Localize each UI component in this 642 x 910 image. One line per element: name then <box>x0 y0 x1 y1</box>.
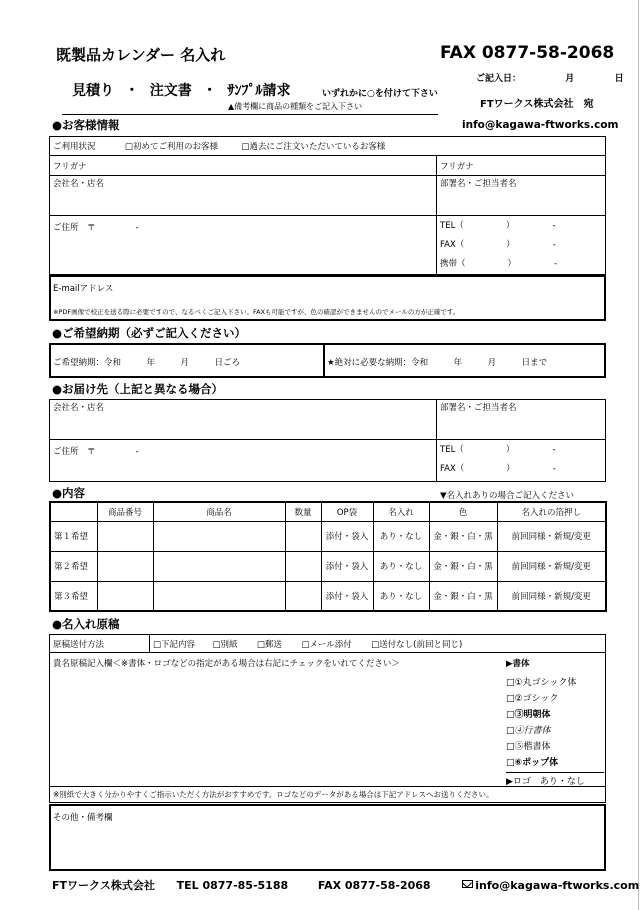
entry-label: 貴名原稿記入欄＜※書体・ロゴなどの指定がある場合は右記にチェックをいれてください＞ <box>53 659 400 669</box>
address-label: ご住所 〒 <box>53 447 96 457</box>
table-row <box>50 581 606 611</box>
ship-company-field[interactable] <box>50 400 437 440</box>
paren: ） <box>506 240 515 250</box>
ship-tel-field[interactable] <box>440 443 602 462</box>
dash: - <box>552 445 556 455</box>
usage-label: ご利用状況 <box>53 142 96 152</box>
manuscript-entry-area[interactable] <box>50 653 606 787</box>
footer-fax: FAX 0877-58-2068 <box>317 879 431 892</box>
col-foil: 名入れの箔押し <box>497 502 606 521</box>
font-kaisho-checkbox[interactable]: □⑤楷書体 <box>506 742 551 752</box>
tel-field[interactable] <box>440 219 602 238</box>
col-quantity: 数量 <box>285 502 321 521</box>
row-label: 第２希望 <box>50 551 97 581</box>
foil-option[interactable]: 前回同様・新規/変更 <box>497 581 606 611</box>
email-field[interactable] <box>49 274 606 321</box>
product-number-cell[interactable] <box>97 521 153 551</box>
customer-table <box>49 136 606 277</box>
font-gothic-checkbox[interactable]: □②ゴシック <box>506 694 559 704</box>
footer-email[interactable]: info@kagawa-ftworks.com <box>475 879 640 892</box>
delivery-box <box>49 343 606 378</box>
col-product-name: 商品名 <box>153 502 285 521</box>
fax-label: FAX（ <box>440 464 465 474</box>
quantity-cell[interactable] <box>285 521 321 551</box>
fax-label: FAX（ <box>440 240 465 250</box>
separator: ・ <box>202 83 217 99</box>
col-name-print: 名入れ <box>373 502 429 521</box>
mail-icon <box>462 880 473 888</box>
row-label: 第１希望 <box>50 521 97 551</box>
method-none-checkbox[interactable]: □送付なし(前回と同じ) <box>371 639 463 650</box>
manuscript-heading: ●名入れ原稿 <box>52 617 120 631</box>
remarks-label: その他・備考欄 <box>53 813 113 823</box>
table-row <box>50 521 606 551</box>
usage-first-time-checkbox[interactable]: □初めてご利用のお客様 <box>124 142 218 152</box>
name-option[interactable]: あり・なし <box>373 521 429 551</box>
foil-option[interactable]: 前回同様・新規/変更 <box>497 551 606 581</box>
contents-table <box>49 501 607 612</box>
row-label: 第３希望 <box>50 581 97 611</box>
address-label: ご住所 〒 <box>53 223 96 233</box>
desired-delivery-field[interactable]: ご希望納期：令和 年 月 日ごろ <box>53 358 241 368</box>
manuscript-table <box>49 634 606 803</box>
dept-field[interactable] <box>437 176 606 216</box>
company-field[interactable] <box>50 176 437 216</box>
tel-label: TEL（ <box>440 445 464 455</box>
quantity-cell[interactable] <box>285 551 321 581</box>
col-color: 色 <box>429 502 497 521</box>
company-label: 会社名・店名 <box>53 179 105 189</box>
ship-fax-field[interactable] <box>440 462 602 478</box>
method-email-checkbox[interactable]: □メール添付 <box>301 639 352 650</box>
separator: ・ <box>124 83 139 99</box>
contents-note: ▼名入れありの場合ご記入ください <box>440 491 575 501</box>
bag-option[interactable]: 添付・袋入 <box>321 581 373 611</box>
bag-option[interactable]: 添付・袋入 <box>321 521 373 551</box>
header-email: info@kagawa-ftworks.com <box>462 119 619 131</box>
color-option[interactable]: 金・銀・白・黒 <box>429 521 497 551</box>
footer-tel: TEL 0877-85-5188 <box>176 879 289 892</box>
delivery-divider <box>323 345 325 376</box>
foil-option[interactable]: 前回同様・新規/変更 <box>497 521 606 551</box>
dept-label: 部署名・ご担当者名 <box>440 179 517 189</box>
fax-field[interactable] <box>440 238 602 257</box>
dept-label: 部署名・ご担当者名 <box>440 403 517 413</box>
furigana-label: フリガナ <box>53 161 87 172</box>
dept-furigana-field[interactable] <box>437 156 606 176</box>
col-op-bag: OP袋 <box>321 502 373 521</box>
page-edge <box>638 0 639 910</box>
bag-option[interactable]: 添付・袋入 <box>321 551 373 581</box>
usage-returning-checkbox[interactable]: □過去にご注文いただいているお客様 <box>241 142 386 152</box>
choose-note: いずれかに○を付けて下さい <box>322 89 438 99</box>
required-delivery-field[interactable]: ★絶対に必要な納期：令和 年 月 日まで <box>327 358 548 368</box>
dash: - <box>135 223 139 233</box>
phone-block <box>437 216 606 277</box>
doc-type-estimate[interactable]: 見積り <box>72 83 114 99</box>
company-label: 会社名・店名 <box>53 403 105 413</box>
dash: - <box>135 447 139 457</box>
doc-type-order[interactable]: 注文書 <box>149 83 192 99</box>
manuscript-note: ※別紙で大きく分かりやすくご指示いただく方法がおすすめです。ロゴなどのデータがある場合は下記アドレスへお送りください。 <box>50 787 606 803</box>
form-title: 既製品カレンダー 名入れ <box>56 46 226 64</box>
method-options <box>150 635 606 653</box>
tel-label: TEL（ <box>440 221 464 231</box>
dash: - <box>552 221 556 231</box>
footer-company: FTワークス株式会社 <box>52 879 155 892</box>
header-blank <box>50 502 97 521</box>
email-note: ※PDF画像で校正を送る際に必要ですので、なるべくご記入下さい。FAXも可能ですが、色の確認ができませんのでメールの方が正確です。 <box>53 308 460 316</box>
table-row <box>50 551 606 581</box>
shipping-table <box>49 399 606 482</box>
method-below-checkbox[interactable]: □下記内容 <box>153 639 196 650</box>
product-number-cell[interactable] <box>97 551 153 581</box>
ship-dept-field[interactable] <box>437 400 606 440</box>
name-option[interactable]: あり・なし <box>373 551 429 581</box>
font-gyosho-checkbox[interactable]: □④行書体 <box>506 726 551 736</box>
entry-date <box>476 71 624 84</box>
logo-option[interactable]: ▶ロゴ あり・なし <box>506 777 585 787</box>
col-product-number: 商品番号 <box>97 502 153 521</box>
remark-note: ▲備考欄に商品の種類をご記入下さい <box>228 102 363 111</box>
paren: ） <box>505 221 515 231</box>
delivery-heading: ●ご希望納期（必ずご記入ください） <box>52 326 247 340</box>
product-name-cell[interactable] <box>153 551 285 581</box>
method-mail-checkbox[interactable]: □郵送 <box>256 639 282 650</box>
paren: ） <box>506 464 515 474</box>
color-option[interactable]: 金・銀・白・黒 <box>429 581 497 611</box>
day-label: 日 <box>614 74 624 84</box>
month-label: 月 <box>565 74 575 84</box>
doc-type-sample[interactable]: ｻﾝﾌﾟﾙ請求 <box>227 83 291 99</box>
contents-heading: ●内容 <box>52 486 86 500</box>
mobile-field[interactable] <box>440 257 602 273</box>
footer-contact <box>52 877 639 893</box>
font-pop-checkbox[interactable]: □⑥ポップ体 <box>506 758 559 768</box>
address-field[interactable] <box>50 216 437 277</box>
method-label: 原稿送付方法 <box>50 635 150 653</box>
product-number-cell[interactable] <box>97 581 153 611</box>
font-divider <box>506 772 604 773</box>
product-name-cell[interactable] <box>153 521 285 551</box>
font-heading: ▶書体 <box>506 659 530 669</box>
ship-phone-block <box>437 440 606 482</box>
date-label: ご記入日： <box>476 74 522 84</box>
dash: - <box>554 259 558 269</box>
method-separate-checkbox[interactable]: □別紙 <box>212 639 238 650</box>
color-option[interactable]: 金・銀・白・黒 <box>429 551 497 581</box>
customer-heading: ●お客様情報 <box>52 118 120 132</box>
fax-number: FAX 0877-58-2068 <box>440 43 615 63</box>
font-list <box>506 675 576 771</box>
email-label: E-mailアドレス <box>53 284 114 294</box>
ship-address-field[interactable] <box>50 440 437 482</box>
paren: ） <box>505 445 515 455</box>
remarks-field[interactable] <box>49 804 606 871</box>
font-mincho-checkbox[interactable]: □③明朝体 <box>506 710 551 720</box>
usage-row <box>50 137 606 156</box>
mobile-label: 携帯（ <box>440 259 466 269</box>
product-name-cell[interactable] <box>153 581 285 611</box>
recipient-company: FTワークス株式会社 宛 <box>480 99 594 110</box>
name-option[interactable]: あり・なし <box>373 581 429 611</box>
furigana-label: フリガナ <box>440 161 474 172</box>
furigana-field[interactable] <box>50 156 437 176</box>
doc-type-options <box>72 80 291 100</box>
font-maru-gothic-checkbox[interactable]: □①丸ゴシック体 <box>506 678 577 688</box>
title-underline <box>62 114 438 115</box>
shipping-heading: ●お届け先（上記と異なる場合） <box>52 382 224 396</box>
quantity-cell[interactable] <box>285 581 321 611</box>
dash: - <box>552 240 556 250</box>
paren: ） <box>507 259 517 269</box>
dash: - <box>552 464 556 474</box>
